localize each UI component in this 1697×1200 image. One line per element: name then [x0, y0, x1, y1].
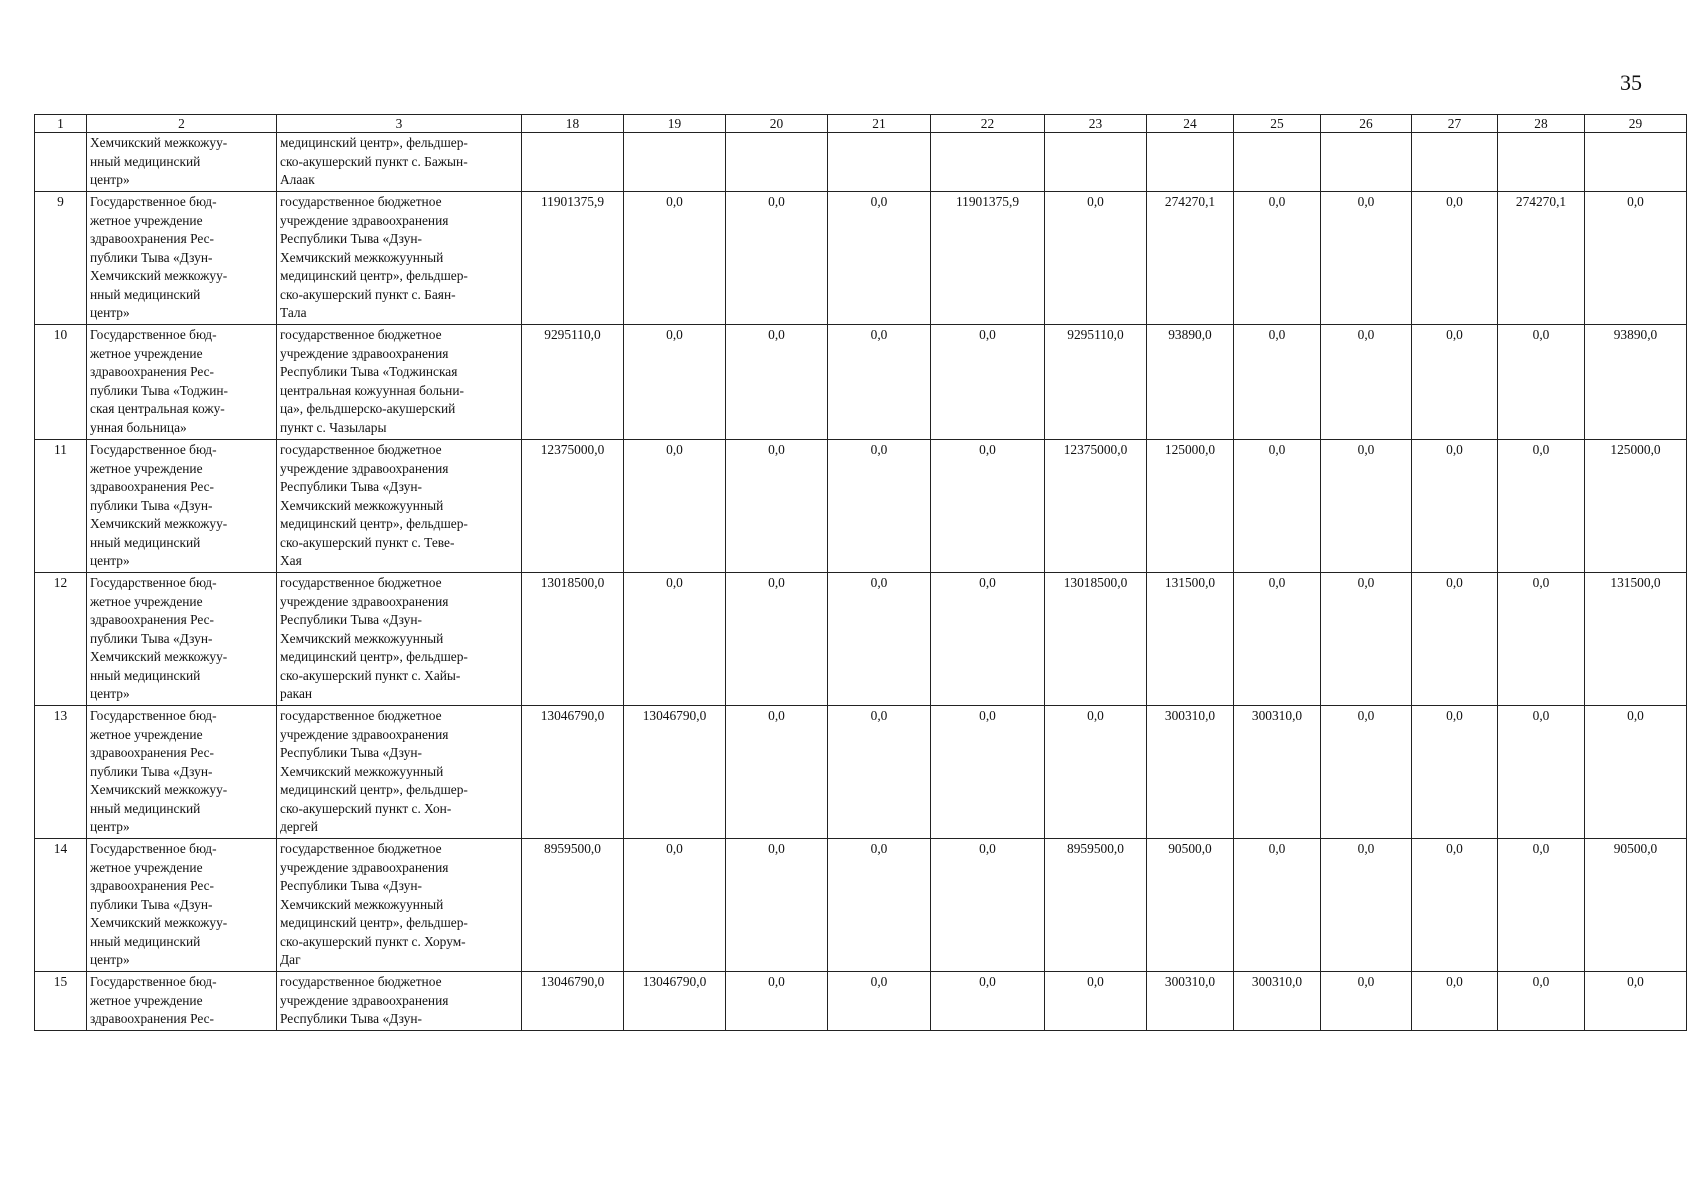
value-cell — [931, 133, 1045, 192]
value-cell: 0,0 — [1498, 325, 1585, 440]
value-cell: 131500,0 — [1585, 573, 1687, 706]
value-cell: 0,0 — [1412, 573, 1498, 706]
value-cell: 0,0 — [1498, 839, 1585, 972]
value-cell — [1498, 133, 1585, 192]
organization-cell: Государственное бюд- жетное учреждение здравоохранения Рес- публики Тыва «Дзун- Хемчикский межкожуу- нный медицинский центр» — [87, 706, 277, 839]
value-cell — [522, 133, 624, 192]
value-cell: 0,0 — [828, 192, 931, 325]
value-cell: 0,0 — [1234, 325, 1321, 440]
value-cell: 0,0 — [1412, 972, 1498, 1031]
value-cell: 0,0 — [931, 440, 1045, 573]
table-row — [35, 440, 1687, 573]
value-cell: 0,0 — [624, 839, 726, 972]
value-cell: 9295110,0 — [522, 325, 624, 440]
value-cell: 90500,0 — [1585, 839, 1687, 972]
value-cell: 0,0 — [1045, 706, 1147, 839]
value-cell: 0,0 — [726, 573, 828, 706]
value-cell — [726, 133, 828, 192]
value-cell: 0,0 — [1321, 706, 1412, 839]
organization-cell: Хемчикский межкожуу- нный медицинский центр» — [87, 133, 277, 192]
column-header: 29 — [1585, 115, 1687, 133]
value-cell — [1412, 133, 1498, 192]
value-cell: 0,0 — [1498, 972, 1585, 1031]
value-cell: 0,0 — [624, 440, 726, 573]
row-number: 10 — [35, 325, 87, 440]
value-cell: 0,0 — [1234, 573, 1321, 706]
value-cell: 13046790,0 — [522, 972, 624, 1031]
value-cell: 93890,0 — [1147, 325, 1234, 440]
object-cell: государственное бюджетное учреждение здравоохранения Республики Тыва «Дзун- Хемчикский межкожуунный медицинский центр», фельдшер- ско-акушерский пункт с. Баян- Тала — [277, 192, 522, 325]
value-cell: 0,0 — [1234, 440, 1321, 573]
value-cell: 0,0 — [624, 573, 726, 706]
column-header: 26 — [1321, 115, 1412, 133]
column-header: 20 — [726, 115, 828, 133]
value-cell: 0,0 — [828, 706, 931, 839]
value-cell: 12375000,0 — [1045, 440, 1147, 573]
table-row — [35, 325, 1687, 440]
value-cell: 8959500,0 — [1045, 839, 1147, 972]
value-cell: 0,0 — [828, 573, 931, 706]
value-cell: 0,0 — [1045, 192, 1147, 325]
value-cell: 0,0 — [1498, 440, 1585, 573]
value-cell — [1045, 133, 1147, 192]
organization-cell: Государственное бюд- жетное учреждение здравоохранения Рес- публики Тыва «Дзун- Хемчикский межкожуу- нный медицинский центр» — [87, 440, 277, 573]
value-cell: 0,0 — [1321, 440, 1412, 573]
table-row — [35, 192, 1687, 325]
column-header: 1 — [35, 115, 87, 133]
value-cell: 0,0 — [1321, 325, 1412, 440]
value-cell: 300310,0 — [1234, 972, 1321, 1031]
table-row — [35, 573, 1687, 706]
value-cell — [1321, 133, 1412, 192]
row-number: 15 — [35, 972, 87, 1031]
organization-cell: Государственное бюд- жетное учреждение здравоохранения Рес- публики Тыва «Дзун- Хемчикский межкожуу- нный медицинский центр» — [87, 839, 277, 972]
value-cell: 9295110,0 — [1045, 325, 1147, 440]
column-header: 24 — [1147, 115, 1234, 133]
column-header: 18 — [522, 115, 624, 133]
value-cell — [1147, 133, 1234, 192]
value-cell: 0,0 — [1412, 192, 1498, 325]
value-cell: 0,0 — [1321, 972, 1412, 1031]
table-row — [35, 706, 1687, 839]
value-cell: 300310,0 — [1147, 972, 1234, 1031]
organization-cell: Государственное бюд- жетное учреждение здравоохранения Рес- — [87, 972, 277, 1031]
value-cell: 0,0 — [726, 325, 828, 440]
value-cell — [624, 133, 726, 192]
row-number: 13 — [35, 706, 87, 839]
value-cell: 0,0 — [828, 325, 931, 440]
value-cell: 90500,0 — [1147, 839, 1234, 972]
table-row — [35, 133, 1687, 192]
value-cell: 0,0 — [1412, 839, 1498, 972]
column-header: 3 — [277, 115, 522, 133]
value-cell: 0,0 — [1498, 573, 1585, 706]
value-cell: 0,0 — [726, 972, 828, 1031]
organization-cell: Государственное бюд- жетное учреждение здравоохранения Рес- публики Тыва «Дзун- Хемчикский межкожуу- нный медицинский центр» — [87, 192, 277, 325]
value-cell: 0,0 — [931, 573, 1045, 706]
budget-table — [34, 114, 1687, 1031]
value-cell: 0,0 — [1585, 972, 1687, 1031]
value-cell: 131500,0 — [1147, 573, 1234, 706]
value-cell: 0,0 — [1321, 839, 1412, 972]
organization-cell: Государственное бюд- жетное учреждение здравоохранения Рес- публики Тыва «Тоджин- ская центральная кожу- унная больница» — [87, 325, 277, 440]
value-cell: 300310,0 — [1234, 706, 1321, 839]
column-header: 27 — [1412, 115, 1498, 133]
value-cell: 0,0 — [1412, 706, 1498, 839]
value-cell: 12375000,0 — [522, 440, 624, 573]
value-cell: 0,0 — [726, 440, 828, 573]
value-cell: 13046790,0 — [624, 706, 726, 839]
value-cell: 13018500,0 — [522, 573, 624, 706]
value-cell: 300310,0 — [1147, 706, 1234, 839]
column-header: 21 — [828, 115, 931, 133]
object-cell: государственное бюджетное учреждение здравоохранения Республики Тыва «Дзун- Хемчикский межкожуунный медицинский центр», фельдшер- ско-акушерский пункт с. Хорум- Даг — [277, 839, 522, 972]
organization-cell: Государственное бюд- жетное учреждение здравоохранения Рес- публики Тыва «Дзун- Хемчикский межкожуу- нный медицинский центр» — [87, 573, 277, 706]
value-cell — [1585, 133, 1687, 192]
value-cell: 274270,1 — [1147, 192, 1234, 325]
value-cell: 274270,1 — [1498, 192, 1585, 325]
object-cell: государственное бюджетное учреждение здравоохранения Республики Тыва «Дзун- Хемчикский межкожуунный медицинский центр», фельдшер- ско-акушерский пункт с. Хайы- ракан — [277, 573, 522, 706]
column-header: 2 — [87, 115, 277, 133]
value-cell — [1234, 133, 1321, 192]
row-number: 11 — [35, 440, 87, 573]
value-cell: 0,0 — [624, 192, 726, 325]
value-cell: 0,0 — [1412, 325, 1498, 440]
value-cell — [828, 133, 931, 192]
value-cell: 0,0 — [931, 325, 1045, 440]
object-cell: государственное бюджетное учреждение здравоохранения Республики Тыва «Дзун- Хемчикский межкожуунный медицинский центр», фельдшер- ско-акушерский пункт с. Теве- Хая — [277, 440, 522, 573]
value-cell: 0,0 — [1234, 839, 1321, 972]
value-cell: 0,0 — [1498, 706, 1585, 839]
column-header: 23 — [1045, 115, 1147, 133]
page-number: 35 — [1620, 70, 1642, 95]
value-cell: 0,0 — [828, 839, 931, 972]
value-cell: 0,0 — [931, 706, 1045, 839]
object-cell: государственное бюджетное учреждение здравоохранения Республики Тыва «Тоджинская центральная кожуунная больни- ца», фельдшерско-акушерский пункт с. Чазылары — [277, 325, 522, 440]
value-cell: 0,0 — [1045, 972, 1147, 1031]
object-cell: государственное бюджетное учреждение здравоохранения Республики Тыва «Дзун- — [277, 972, 522, 1031]
header-row — [35, 115, 1687, 133]
row-number: 14 — [35, 839, 87, 972]
value-cell: 13046790,0 — [522, 706, 624, 839]
value-cell: 0,0 — [1321, 192, 1412, 325]
value-cell: 13018500,0 — [1045, 573, 1147, 706]
object-cell: медицинский центр», фельдшер- ско-акушерский пункт с. Бажын- Алаак — [277, 133, 522, 192]
value-cell: 11901375,9 — [522, 192, 624, 325]
value-cell: 0,0 — [931, 972, 1045, 1031]
row-number — [35, 133, 87, 192]
value-cell: 125000,0 — [1585, 440, 1687, 573]
value-cell: 11901375,9 — [931, 192, 1045, 325]
value-cell: 0,0 — [726, 839, 828, 972]
column-header: 19 — [624, 115, 726, 133]
value-cell: 0,0 — [931, 839, 1045, 972]
row-number: 9 — [35, 192, 87, 325]
value-cell: 0,0 — [1585, 706, 1687, 839]
value-cell: 0,0 — [726, 706, 828, 839]
table-row — [35, 972, 1687, 1031]
row-number: 12 — [35, 573, 87, 706]
table-row — [35, 839, 1687, 972]
value-cell: 0,0 — [1321, 573, 1412, 706]
value-cell: 8959500,0 — [522, 839, 624, 972]
column-header: 28 — [1498, 115, 1585, 133]
value-cell: 93890,0 — [1585, 325, 1687, 440]
value-cell: 0,0 — [1585, 192, 1687, 325]
column-header: 22 — [931, 115, 1045, 133]
value-cell: 0,0 — [828, 972, 931, 1031]
value-cell: 125000,0 — [1147, 440, 1234, 573]
value-cell: 0,0 — [1412, 440, 1498, 573]
value-cell: 13046790,0 — [624, 972, 726, 1031]
value-cell: 0,0 — [1234, 192, 1321, 325]
value-cell: 0,0 — [624, 325, 726, 440]
value-cell: 0,0 — [726, 192, 828, 325]
object-cell: государственное бюджетное учреждение здравоохранения Республики Тыва «Дзун- Хемчикский межкожуунный медицинский центр», фельдшер- ско-акушерский пункт с. Хон- дергей — [277, 706, 522, 839]
value-cell: 0,0 — [828, 440, 931, 573]
column-header: 25 — [1234, 115, 1321, 133]
